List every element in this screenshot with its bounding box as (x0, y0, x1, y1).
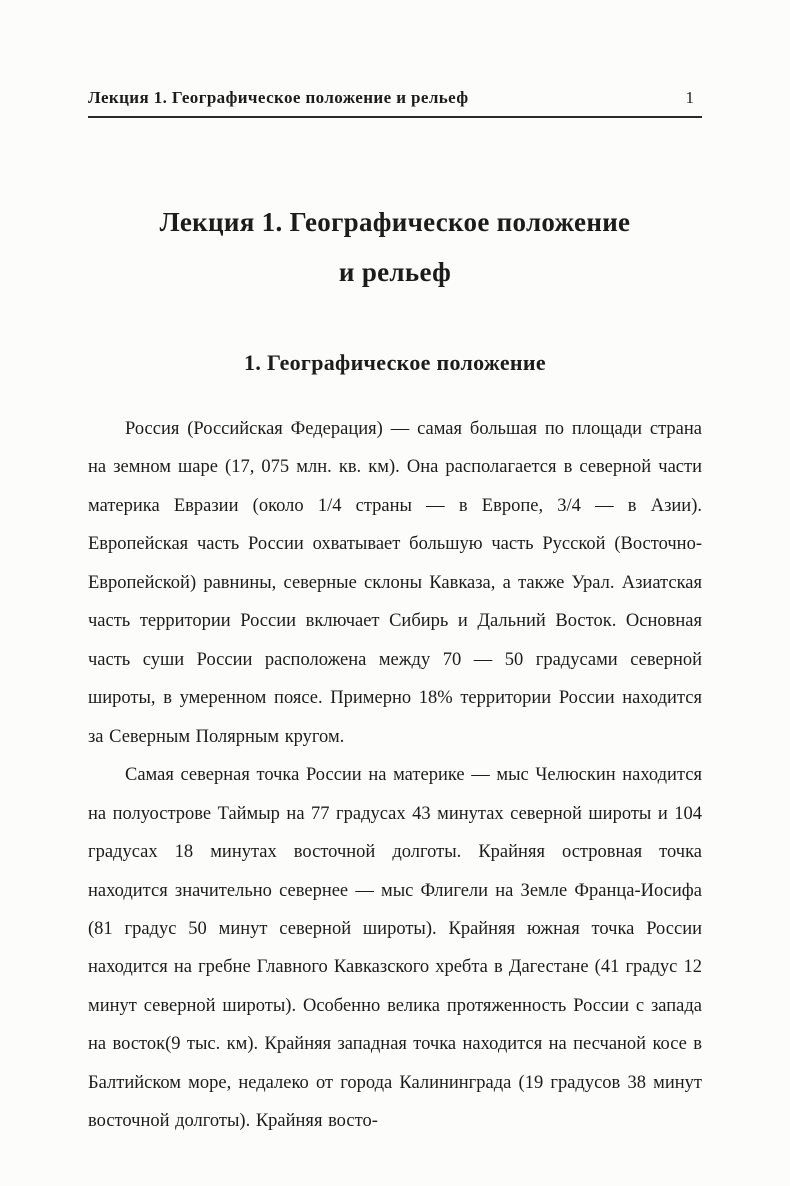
section-heading: 1. Географическое положение (244, 349, 546, 375)
body-paragraph: Самая северная точка России на материке — мыс Челюскин находится на полуострове Таймыр на 77 градусах 43 минутах северной широты и 104 градусах 18 минутах восточной долготы. Крайняя островная точка находится значительно севернее — мыс Флигели на Земле Франца-Иосифа (81 градус 50 минут северной широты). Крайняя южная точка России находится на гребне Главного Кавказского хребта в Дагестане (41 градус 12 минут северной широты). Особенно велика протяженность России с запада на восток(9 тыс. км). Крайняя западная точка находится на песчаной косе в Балтийском море, недалеко от города Калининграда (19 градусов 38 минут восточной долготы). Крайняя восто- (88, 765, 702, 1132)
running-header-title: Лекция 1. Географическое положение и рельеф (88, 88, 469, 107)
chapter-title (0, 198, 790, 298)
body-paragraph: Россия (Российская Федерация) — самая большая по площади страна на земном шаре (17, 075 млн. кв. км). Она располагается в северной части материка Евразии (около 1/4 страны — в Европе, 3/4 — в Азии). Европейская часть России охватывает большую часть Русской (Восточно-Европейской) равнины, северные склоны Кавказа, а также Урал. Азиатская часть территории России включает Сибирь и Дальний Восток. Основная часть суши России расположена между 70 — 50 градусами северной широты, в умеренном поясе. Примерно 18% территории России находится за Северным Полярным кругом. (88, 418, 702, 747)
page-number: 1 (685, 88, 694, 107)
chapter-title-line2: и рельеф (338, 256, 452, 287)
chapter-title-line1: Лекция 1. Географическое положение (159, 207, 631, 237)
body-text (88, 410, 702, 1141)
running-header (88, 0, 702, 118)
